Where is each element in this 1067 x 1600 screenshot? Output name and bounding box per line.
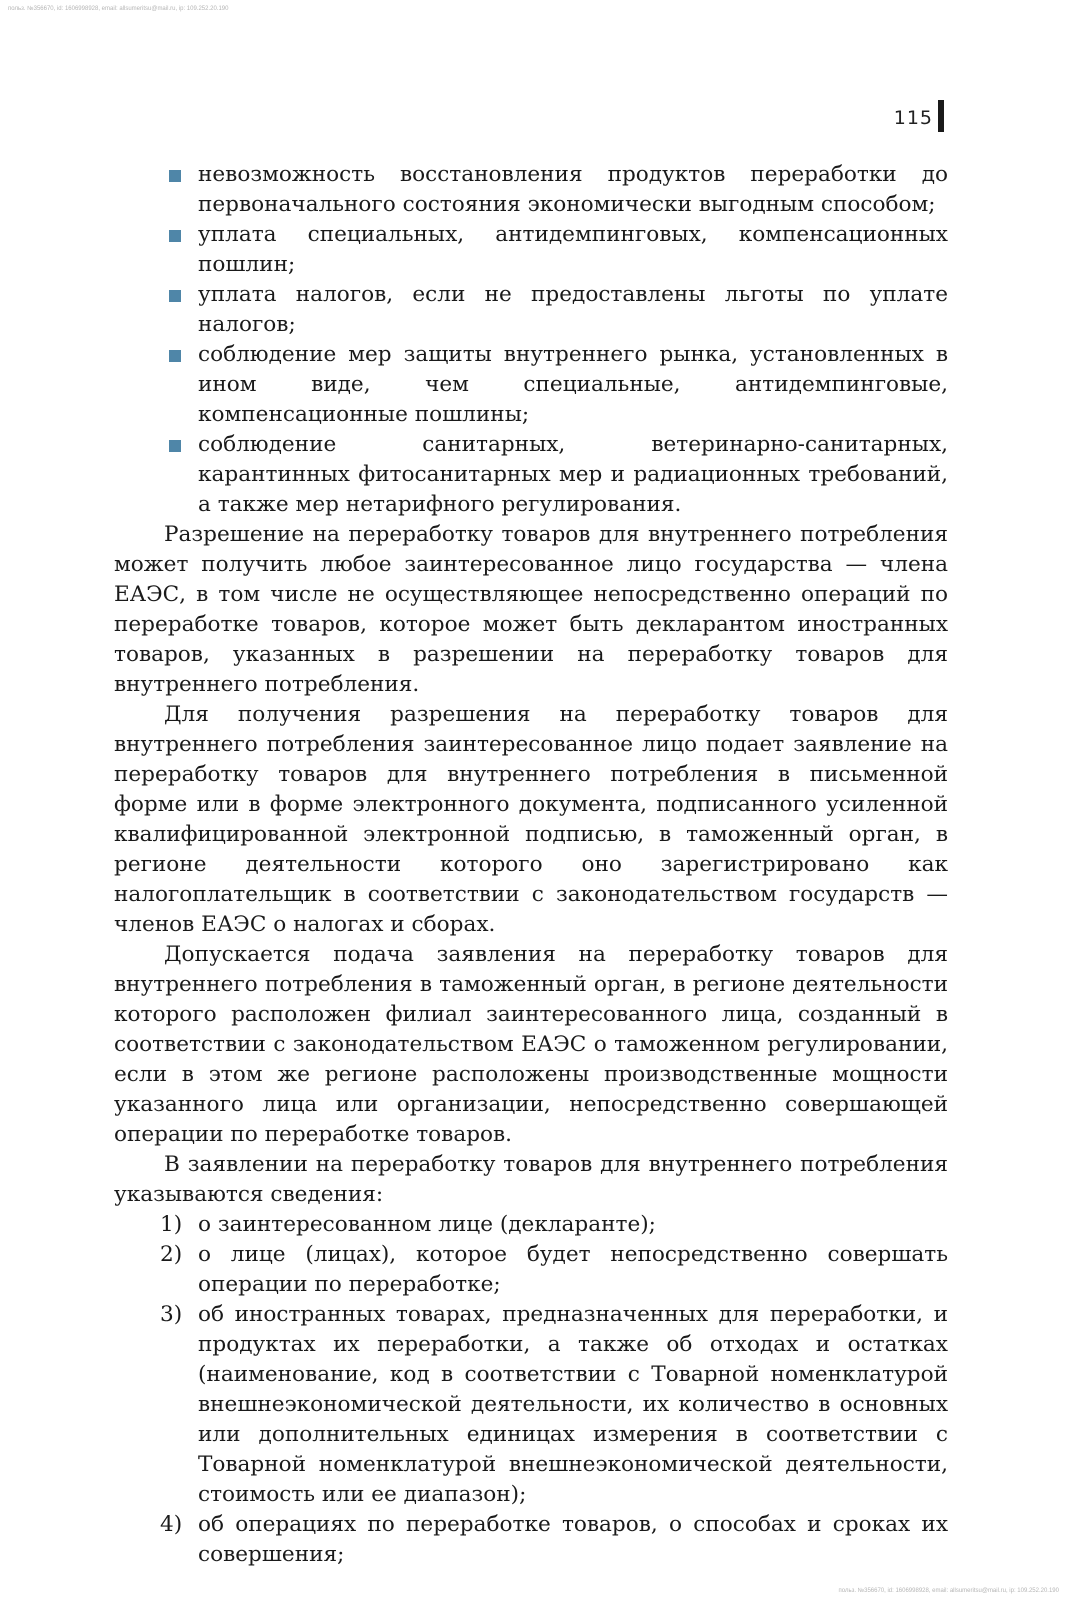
item-text: об операциях по переработке товаров, о способах и сроках их совершения; <box>198 1512 948 1567</box>
square-bullet-icon <box>169 290 181 302</box>
numbered-item <box>114 1300 948 1510</box>
bullet-item <box>114 340 948 430</box>
numbered-list <box>114 1210 948 1570</box>
square-bullet-icon <box>169 440 181 452</box>
square-bullet-icon <box>169 230 181 242</box>
bullet-item <box>114 160 948 220</box>
bullet-item <box>114 220 948 280</box>
bullet-text: уплата специальных, антидемпинговых, компенсационных пошлин; <box>198 222 948 277</box>
item-number: 4) <box>160 1512 183 1537</box>
item-text: об иностранных товарах, предназначенных для переработки, и продуктах их переработки, а также об отходах и остатках (наименование, код в соответствии с Товарной номенклатурой внешнеэкономической деятельности, их количество в основных или дополнительных единицах измерения в соответствии с Товарной номенклатурой внешнеэкономической деятельности, стоимость или ее диапазон); <box>198 1302 948 1507</box>
watermark-bottom: польз. №356670, id: 1606998928, email: allsumeritsu@mail.ru, ip: 109.252.20.190 <box>838 1588 1059 1594</box>
bullet-list <box>114 160 948 520</box>
watermark-top: польз. №356670, id: 1606998928, email: allsumeritsu@mail.ru, ip: 109.252.20.190 <box>8 6 229 12</box>
numbered-item <box>114 1240 948 1300</box>
paragraph: Допускается подача заявления на переработку товаров для внутреннего потребления в таможенный орган, в регионе деятельности которого расположен филиал заинтересованного лица, созданный в соответствии с законодательством ЕАЭС о таможенном регулировании, если в этом же регионе расположены производственные мощности указанного лица или организации, непосредственно совершающей операции по переработке товаров. <box>114 942 948 1147</box>
square-bullet-icon <box>169 170 181 182</box>
item-text: о заинтересованном лице (декларанте); <box>198 1212 656 1237</box>
page-number-bar <box>938 100 944 132</box>
bullet-text: соблюдение санитарных, ветеринарно-санитарных, карантинных фитосанитарных мер и радиационных требований, а также мер нетарифного регулирования. <box>198 432 948 517</box>
item-text: о лице (лицах), которое будет непосредственно совершать операции по переработке; <box>198 1242 948 1297</box>
item-number: 3) <box>160 1302 183 1327</box>
numbered-item <box>114 1210 948 1240</box>
square-bullet-icon <box>169 350 181 362</box>
bullet-item <box>114 430 948 520</box>
paragraph: Разрешение на переработку товаров для внутреннего потребления может получить любое заинтересованное лицо государства — члена ЕАЭС, в том числе не осуществляющее непосредственно операций по переработке товаров, которое может быть декларантом иностранных товаров, указанных в разрешении на переработку товаров для внутреннего потребления. <box>114 522 948 697</box>
item-number: 1) <box>160 1212 183 1237</box>
paragraph: Для получения разрешения на переработку товаров для внутреннего потребления заинтересованное лицо подает заявление на переработку товаров для внутреннего потребления в письменной форме или в форме электронного документа, подписанного усиленной квалифицированной электронной подписью, в таможенный орган, в регионе деятельности которого оно зарегистрировано как налогоплательщик в соответствии с законодательством государств — членов ЕАЭС о налогах и сборах. <box>114 702 948 937</box>
numbered-item <box>114 1510 948 1570</box>
paragraph: В заявлении на переработку товаров для внутреннего потребления указываются сведения: <box>114 1152 948 1207</box>
page-number: 115 <box>893 107 933 129</box>
bullet-text: невозможность восстановления продуктов переработки до первоначального состояния экономически выгодным способом; <box>198 162 948 217</box>
bullet-item <box>114 280 948 340</box>
bullet-text: соблюдение мер защиты внутреннего рынка, установленных в ином виде, чем специальные, антидемпинговые, компенсационные пошлины; <box>198 342 948 427</box>
page-body <box>114 160 948 1570</box>
bullet-text: уплата налогов, если не предоставлены льготы по уплате налогов; <box>198 282 948 337</box>
item-number: 2) <box>160 1242 183 1267</box>
